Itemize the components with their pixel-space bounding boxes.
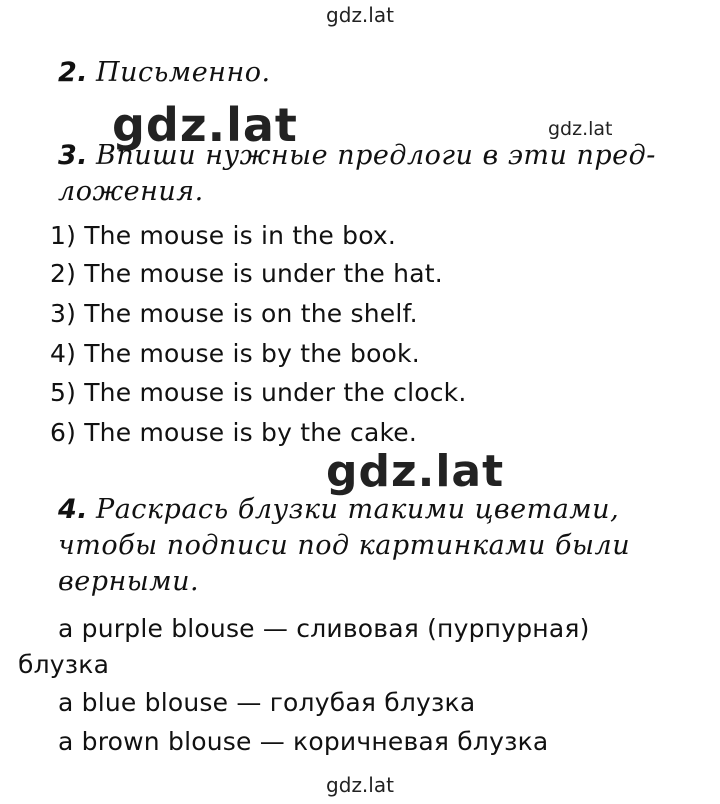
- sentence-1: 1) The mouse is in the box.: [50, 221, 397, 250]
- watermark-big-middle: gdz.lat: [326, 446, 505, 497]
- watermark-right: gdz.lat: [548, 118, 613, 140]
- sentence-3: 3) The mouse is on the shelf.: [50, 299, 418, 328]
- task-3-text-line1: Впиши нужные предлоги в эти пред-: [96, 140, 656, 171]
- task-4-text-line1: Раскрась блузки такими цветами,: [96, 494, 620, 525]
- answer-3: a brown blouse — коричневая блузка: [58, 727, 549, 756]
- task-4-text-line2: чтобы подписи под картинками были: [58, 530, 631, 561]
- watermark-big-top: gdz.lat: [112, 98, 298, 152]
- answer-2: a blue blouse — голубая блузка: [58, 688, 476, 717]
- task-2-text: Письменно.: [96, 57, 271, 88]
- task-3-number: 3.: [58, 140, 89, 171]
- task-3-text-line2: ложения.: [58, 176, 204, 207]
- sentence-5: 5) The mouse is under the clock.: [50, 378, 467, 407]
- task-4-text-line3: верными.: [58, 566, 200, 597]
- sentence-6: 6) The mouse is by the cake.: [50, 418, 417, 447]
- task-3-heading-line1: [58, 140, 656, 171]
- sentence-4: 4) The mouse is by the book.: [50, 339, 420, 368]
- watermark-top: gdz.lat: [326, 3, 394, 27]
- answer-1: a purple blouse — сливовая (пурпурная): [58, 614, 590, 643]
- answer-1-continuation: блузка: [18, 650, 110, 679]
- task-2: [58, 57, 271, 88]
- task-2-number: 2.: [58, 57, 89, 88]
- sentence-2: 2) The mouse is under the hat.: [50, 259, 443, 288]
- task-4-heading-line1: [58, 494, 619, 525]
- watermark-bottom: gdz.lat: [326, 773, 394, 797]
- task-4-number: 4.: [58, 494, 89, 525]
